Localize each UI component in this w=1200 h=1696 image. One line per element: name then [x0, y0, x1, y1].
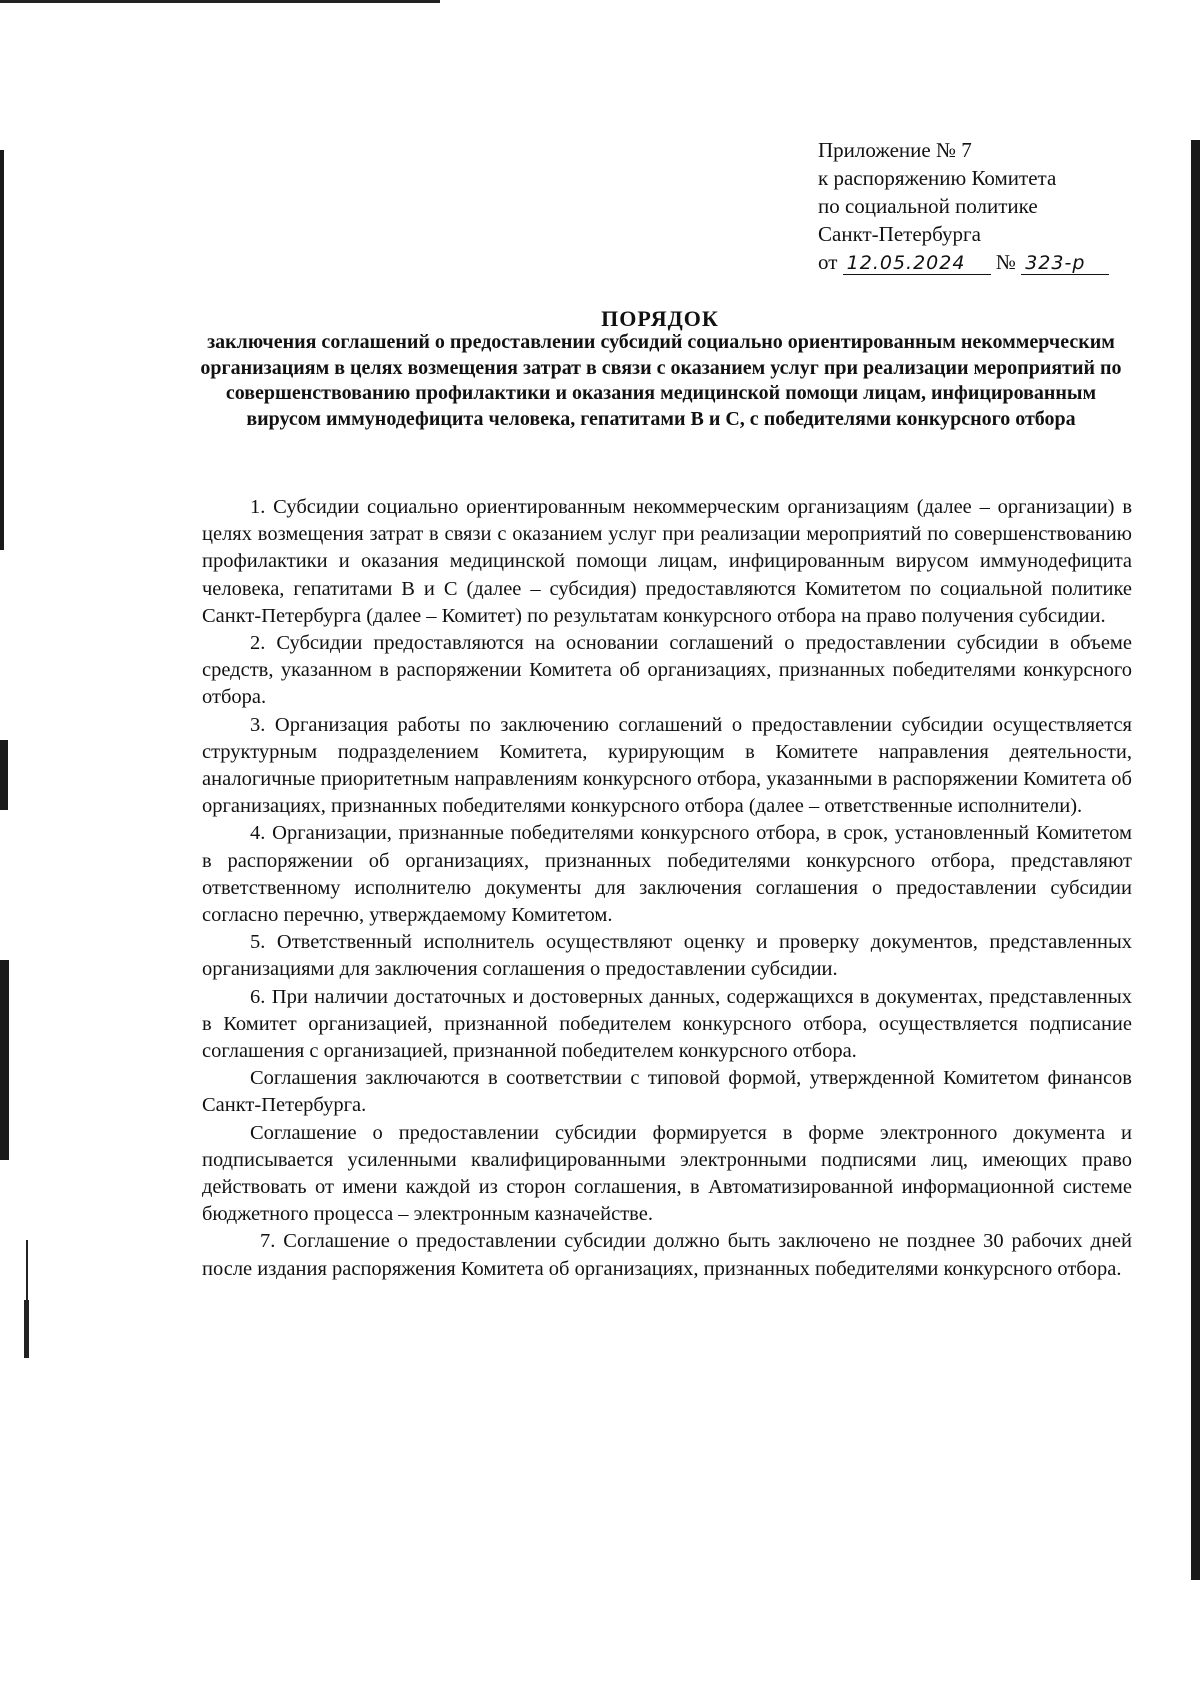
paragraph-1: 1. Субсидии социально ориентированным некоммерческим организациям (далее – организации) в целях возмещения затрат в связи с оказанием услуг при реализации мероприятий по совершенствованию профилактики и оказания медицинской помощи лицам, инфицированным вирусом иммунодефицита человека, гепатитами В и С (далее – субсидия) предоставляются Комитетом по социальной политике Санкт-Петербурга (далее – Комитет) по результатам конкурсного отбора на право получения субсидии.	[202, 496, 1132, 627]
appendix-number: Приложение № 7	[818, 138, 972, 162]
scan-artifact-left-mark	[0, 740, 8, 810]
scan-artifact-right-edge	[1191, 140, 1200, 1580]
handwritten-number: 323-р	[1021, 252, 1109, 275]
paragraph-2: 2. Субсидии предоставляются на основании соглашений о предоставлении субсидии в объеме средств, указанном в распоряжении Комитета об организациях, признанных победителями конкурсного отбора.	[202, 632, 1132, 709]
appendix-city: Санкт-Петербурга	[818, 222, 981, 246]
paragraph-5: 5. Ответственный исполнитель осуществляют оценку и проверку документов, представленных организациями для заключения соглашения о предоставлении субсидии.	[202, 931, 1132, 981]
scan-artifact-left-edge	[0, 150, 4, 550]
paragraph-6-electronic: Соглашение о предоставлении субсидии формируется в форме электронного документа и подписывается усиленными квалифицированными электронными подписями лиц, имеющих право действовать от имени каждой из сторон соглашения, в Автоматизированной информационной системе бюджетного процесса – электронным казначействе.	[202, 1121, 1132, 1226]
scan-artifact-left-mark	[0, 960, 9, 1160]
appendix-order-ref: к распоряжению Комитета	[818, 166, 1057, 190]
scan-artifact-left-mark	[26, 1240, 28, 1300]
document-title: ПОРЯДОК	[601, 306, 719, 331]
appendix-date-row	[818, 248, 1148, 276]
appendix-committee: по социальной политике	[818, 194, 1038, 218]
scan-artifact-top-line	[0, 0, 440, 3]
appendix-header	[818, 136, 1148, 276]
paragraph-7: 7. Соглашение о предоставлении субсидии должно быть заключено не позднее 30 рабочих дней после издания распоряжения Комитета об организациях, признанных победителями конкурсного отбора.	[202, 1230, 1132, 1280]
document-subtitle: заключения соглашений о предоставлении субсидий социально ориентированным некоммерческим организациям в целях возмещения затрат в связи с оказанием услуг при реализации мероприятий по совершенствованию профилактики и оказания медицинской помощи лицам, инфицированным вирусом иммунодефицита человека, гепатитами В и С, с победителями конкурсного отбора	[200, 331, 1122, 430]
document-body	[202, 494, 1132, 1283]
scan-artifact-left-mark	[24, 1300, 29, 1358]
handwritten-date: 12.05.2024	[843, 252, 991, 275]
paragraph-6-agreements: Соглашения заключаются в соответствии с типовой формой, утвержденной Комитетом финансов Санкт-Петербурга.	[202, 1067, 1132, 1117]
paragraph-3: 3. Организация работы по заключению соглашений о предоставлении субсидии осуществляется структурным подразделением Комитета, курирующим в Комитете направления деятельности, аналогичные приоритетным направлениям конкурсного отбора, указанными в распоряжении Комитета об организациях, признанных победителями конкурсного отбора (далее – ответственные исполнители).	[202, 713, 1132, 818]
paragraph-6: 6. При наличии достаточных и достоверных данных, содержащихся в документах, представленных в Комитет организацией, признанной победителем конкурсного отбора, осуществляется подписание соглашения с организацией, признанной победителем конкурсного отбора.	[202, 985, 1132, 1063]
date-prefix: от	[818, 250, 838, 274]
number-prefix: №	[995, 250, 1016, 274]
paragraph-4: 4. Организации, признанные победителями конкурсного отбора, в срок, установленный Комитетом в распоряжении об организациях, признанных победителями конкурсного отбора, представляют ответственному исполнителю документы для заключения соглашения о предоставлении субсидии согласно перечню, утверждаемому Комитетом.	[202, 822, 1132, 927]
